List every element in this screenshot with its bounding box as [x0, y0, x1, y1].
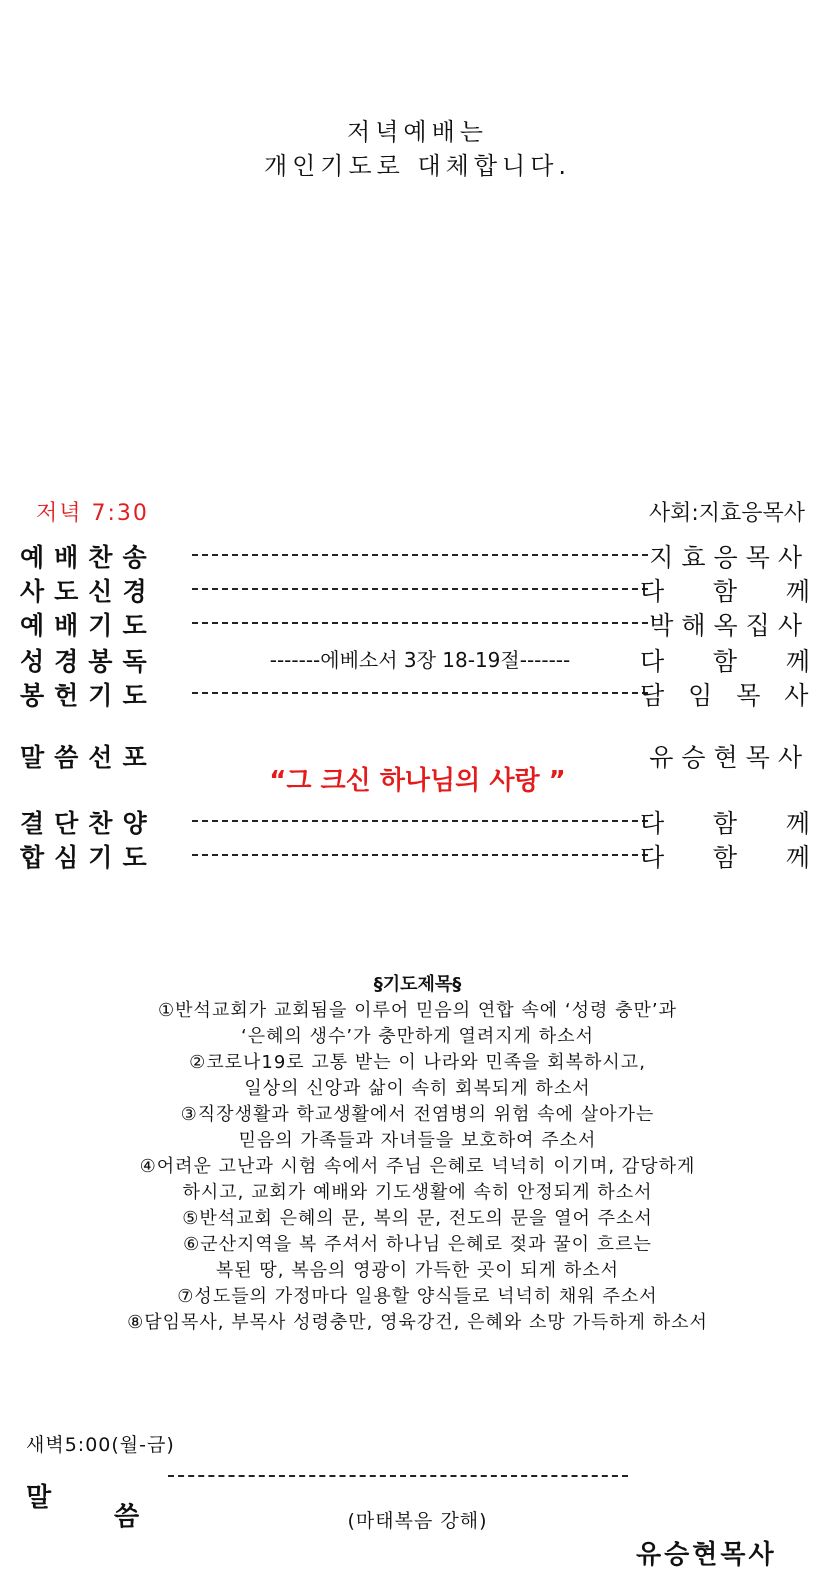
service-item-name: 성경봉독 [20, 647, 157, 676]
service-item-name: 예배기도 [20, 611, 157, 640]
dawn-preacher: 유승현목사 [636, 1540, 777, 1570]
prayer-line: ①반석교회가 교회됨을 이루어 믿음의 연합 속에 ‘성령 충만’과 [158, 1000, 677, 1021]
service-item-leader: 담 임 목 사 [640, 681, 817, 710]
dawn-name-2: 씀 [114, 1502, 140, 1532]
leader-char: 께 [785, 647, 810, 676]
service-row [20, 606, 810, 640]
dawn-note: (마태복음 강해) [347, 1510, 488, 1532]
service-row [20, 838, 810, 872]
dawn-time: 새벽5:00(월-금) [26, 1434, 175, 1456]
dawn-name-1: 말 [26, 1483, 52, 1513]
leader-line [192, 622, 648, 624]
leader-char: 께 [785, 843, 810, 872]
leader-char: 다 [640, 843, 665, 872]
prayer-line: ③직장생활과 학교생활에서 전염병의 위험 속에 살아가는 [180, 1104, 655, 1125]
leader-line [192, 820, 648, 822]
prayer-line: ⑤반석교회 은혜의 문, 복의 문, 전도의 문을 열어 주소서 [182, 1208, 653, 1229]
prayer-line: 믿음의 가족들과 자녀들을 보호하여 주소서 [238, 1130, 597, 1151]
leader-char: 다 [640, 647, 665, 676]
prayer-line: ⑦성도들의 가정마다 일용할 양식들로 넉넉히 채워 주소서 [177, 1286, 658, 1307]
evening-time: 저녁 7:30 [36, 501, 149, 526]
leader-char: 께 [785, 809, 810, 838]
service-item-name: 결단찬양 [20, 809, 157, 838]
prayer-line: ⑥군산지역을 복 주셔서 하나님 은혜로 젖과 꿀이 흐르는 [183, 1234, 652, 1255]
leader-char: 께 [785, 577, 810, 606]
service-row [20, 642, 810, 676]
leader-line [192, 692, 648, 694]
prayer-line: ④어려운 고난과 시험 속에서 주님 은혜로 넉넉히 이기며, 감당하게 [139, 1156, 696, 1177]
service-item-leader: 유승현목사 [649, 743, 810, 772]
service-item-name: 합심기도 [20, 843, 157, 872]
prayer-line: ‘은혜의 생수’가 충만하게 열려지게 하소서 [241, 1026, 594, 1047]
service-row [20, 676, 817, 710]
prayer-heading: §기도제목§ [373, 974, 462, 995]
service-item-leader [640, 838, 810, 874]
service-row [20, 804, 810, 838]
service-item-leader: 박해옥집사 [649, 611, 810, 640]
prayer-line: ②코로나19로 고통 받는 이 나라와 민족을 회복하시고, [189, 1052, 646, 1073]
notice-line-2: 개인기도로 대체합니다. [263, 152, 572, 180]
leader-line [192, 588, 648, 590]
scripture-reference: -------에베소서 3장 18-19절------- [269, 648, 571, 672]
prayer-line: ⑧담임목사, 부목사 성령충만, 영육강건, 은혜와 소망 가득하게 하소서 [127, 1312, 708, 1333]
service-item-leader: 지효응목사 [649, 543, 810, 572]
service-item-name: 사도신경 [20, 577, 157, 606]
prayer-line: 일상의 신앙과 삶이 속히 회복되게 하소서 [244, 1078, 591, 1099]
leader-line [192, 854, 648, 856]
leader-char: 함 [712, 647, 738, 676]
sermon-title: “그 크신 하나님의 사랑 ” [269, 766, 566, 796]
evening-host: 사회:지효응목사 [648, 501, 805, 526]
leader-char: 다 [640, 809, 665, 838]
service-item-name: 예배찬송 [20, 543, 157, 572]
prayer-line: 하시고, 교회가 예배와 기도생활에 속히 안정되게 하소서 [182, 1182, 653, 1203]
service-item-leader [640, 804, 810, 840]
service-row [20, 538, 810, 572]
leader-char: 함 [712, 843, 738, 872]
service-item-name: 봉헌기도 [20, 681, 157, 710]
leader-char: 다 [640, 577, 665, 606]
leader-char: 함 [712, 577, 738, 606]
service-item-leader [640, 642, 810, 678]
notice-line-1: 저녁예배는 [347, 118, 488, 146]
service-item-leader [640, 572, 810, 608]
leader-line [192, 554, 648, 556]
dawn-leader-line [168, 1475, 628, 1477]
leader-char: 함 [712, 809, 738, 838]
service-item-name: 말씀선포 [20, 743, 157, 772]
prayer-line: 복된 땅, 복음의 영광이 가득한 곳이 되게 하소서 [215, 1260, 620, 1281]
service-row [20, 572, 810, 606]
